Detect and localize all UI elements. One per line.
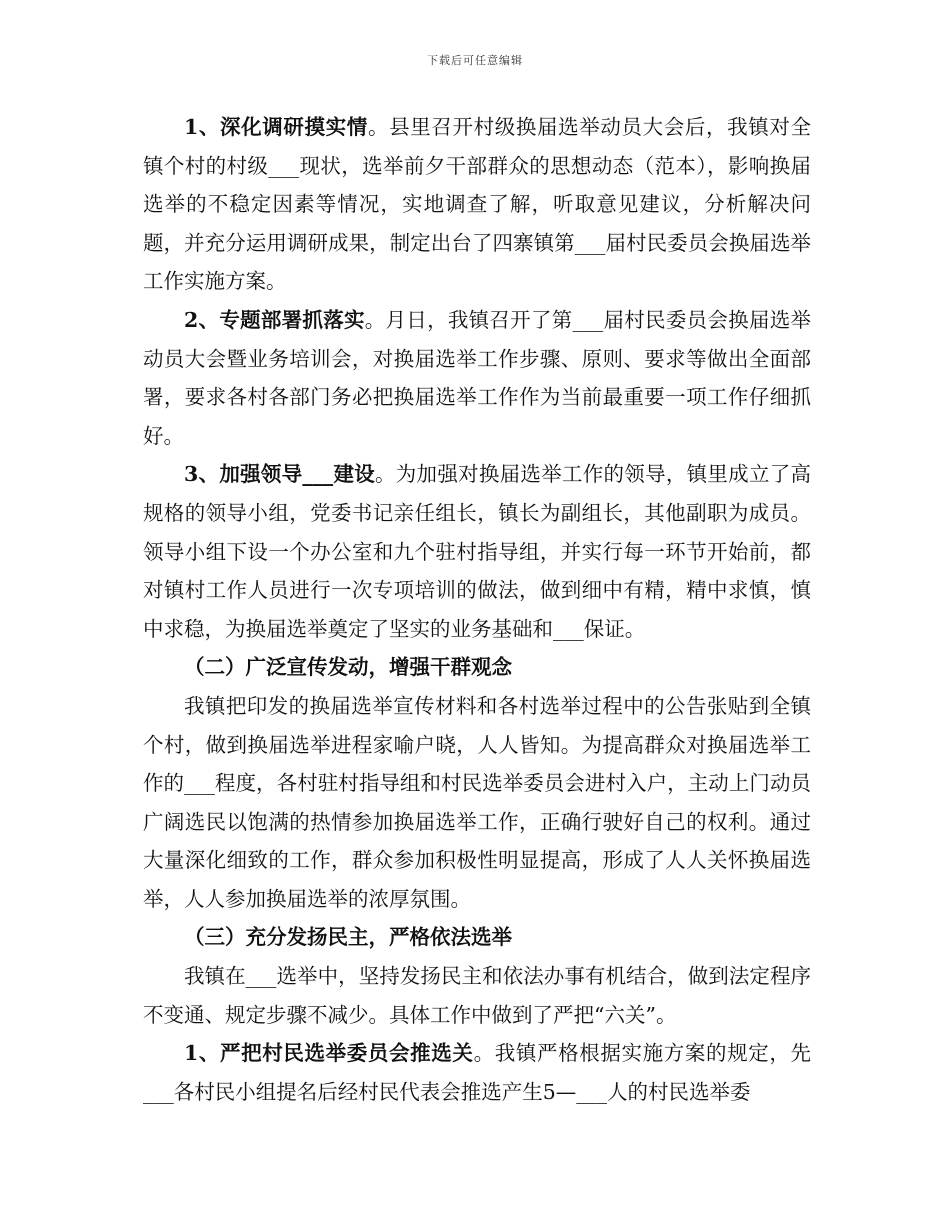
paragraph-3-text: 。为加强对换届选举工作的领导，镇里成立了高规格的领导小组，党委书记亲任组长，镇长为副组长，其他副职为成员。领导小组下设一个办公室和九个驻村指导组，并实行每一环节开始前，都对镇村工作人员进行一次专项培训的做法，做到细中有精，精中求慎，慎中求稳，为换届选举奠定了坚实的业务基础和___保证。 <box>143 462 812 641</box>
paragraph-2 <box>143 301 811 455</box>
section-heading-3: （三）充分发扬民主，严格依法选举 <box>184 925 512 950</box>
paragraph-1 <box>143 108 811 301</box>
paragraph-1-lead: 1、深化调研摸实情 <box>184 115 368 139</box>
paragraph-1-text: 。县里召开村级换届选举动员大会后，我镇对全镇个村的村级___现状，选举前夕干部群众的思想动态（范本），影响换届选举的不稳定因素等情况，实地调查了解，听取意见建议，分析解决问题，并充分运用调研成果，制定出台了四寨镇第___届村民委员会换届选举工作实施方案。 <box>143 115 812 294</box>
paragraph-2-lead: 2、专题部署抓落实 <box>184 307 365 332</box>
section-heading-2: （二）广泛宣传发动，增强干群观念 <box>184 655 512 680</box>
paragraph-6-lead: 1、严把村民选举委员会推选关 <box>184 1041 474 1066</box>
page-header: 下载后可任意编辑 <box>427 54 523 67</box>
paragraph-2-text: 。月日，我镇召开了第___届村民委员会换届选举动员大会暨业务培训会，对换届选举工作步骤、原则、要求等做出全面部署，要求各村各部门务必把换届选举工作作为当前最重要一项工作仔细抓好。 <box>143 307 812 448</box>
paragraph-6 <box>143 1034 811 1111</box>
paragraph-6-text: 。我镇严格根据实施方案的规定，先___各村民小组提名后经村民代表会推选产生5—___人的村民选举委 <box>143 1041 812 1104</box>
paragraph-3-lead: 3、加强领导___建设 <box>184 462 375 487</box>
paragraph-4: 我镇把印发的换届选举宣传材料和各村选举过程中的公告张贴到全镇个村，做到换届选举进程家喻户晓，人人皆知。为提高群众对换届选举工作的___程度，各村驻村指导组和村民选举委员会进村入户，主动上门动员广阔选民以饱满的热情参加换届选举工作，正确行驶好自己的权利。通过大量深化细致的工作，群众参加积极性明显提高，形成了人人关怀换届选举，人人参加换届选举的浓厚氛围。 <box>143 693 811 911</box>
paragraph-5: 我镇在___选举中，坚持发扬民主和依法办事有机结合，做到法定程序不变通、规定步骤不减少。具体工作中做到了严把“六关”。 <box>143 964 811 1027</box>
document-body <box>143 108 811 1111</box>
paragraph-3 <box>143 455 811 648</box>
